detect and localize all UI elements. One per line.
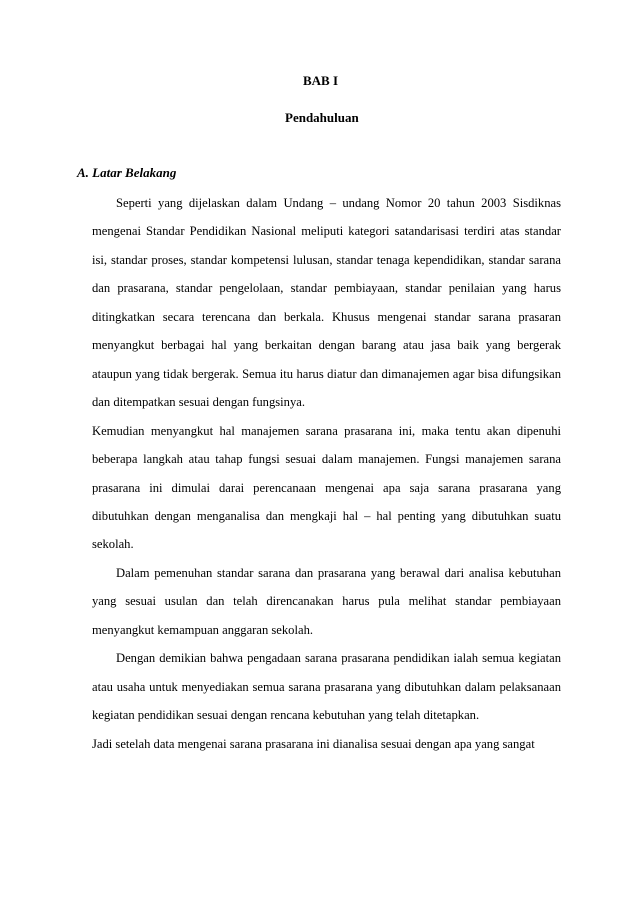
- chapter-title-text: BAB I: [303, 73, 339, 88]
- paragraph: Dalam pemenuhan standar sarana dan prasarana yang berawal dari analisa kebutuhan yang sesuai usulan dan telah direncanakan harus pula melihat standar pembiayaan menyangkut kemampuan anggaran sekolah.: [92, 565, 561, 637]
- paragraph: Dengan demikian bahwa pengadaan sarana prasarana pendidikan ialah semua kegiatan atau usaha untuk menyediakan semua sarana prasarana yang dibutuhkan dalam pelaksanaan kegiatan pendidikan sesuai dengan rencana kebutuhan yang telah ditetapkan.: [92, 651, 561, 723]
- paragraph: Jadi setelah data mengenai sarana prasarana ini dianalisa sesuai dengan apa yang sangat: [92, 736, 535, 751]
- paragraph: Seperti yang dijelaskan dalam Undang – undang Nomor 20 tahun 2003 Sisdiknas mengenai Standar Pendidikan Nasional meliputi kategori satandarisasi terdiri atas standar isi, standar proses, standar kompetensi lulusan, standar tenaga kependidikan, standar sarana dan prasarana, standar pengelolaan, standar pembiayaan, standar penilaian yang harus ditingkatkan secara terencana dan berkala. Khusus mengenai standar sarana prasaran menyangkut berbagai hal yang berkaitan dengan barang atau jasa baik yang bergerak ataupun yang tidak bergerak. Semua itu harus diatur dan dimanajemen agar bisa difungsikan dan ditempatkan sesuai dengan fungsinya.: [92, 196, 561, 410]
- section-heading: A. Latar Belakang: [77, 165, 177, 180]
- paragraph: Kemudian menyangkut hal manajemen sarana prasarana ini, maka tentu akan dipenuhi beberapa langkah atau tahap fungsi sesuai dalam manajemen. Fungsi manajemen sarana prasarana ini dimulai darai perencanaan mengenai apa saja sarana prasarana yang dibutuhkan dengan menganalisa dan mengkaji hal – hal penting yang dibutuhkan suatu sekolah.: [92, 423, 561, 552]
- chapter-subtitle-text: Pendahuluan: [285, 110, 359, 125]
- body-text: [92, 189, 561, 758]
